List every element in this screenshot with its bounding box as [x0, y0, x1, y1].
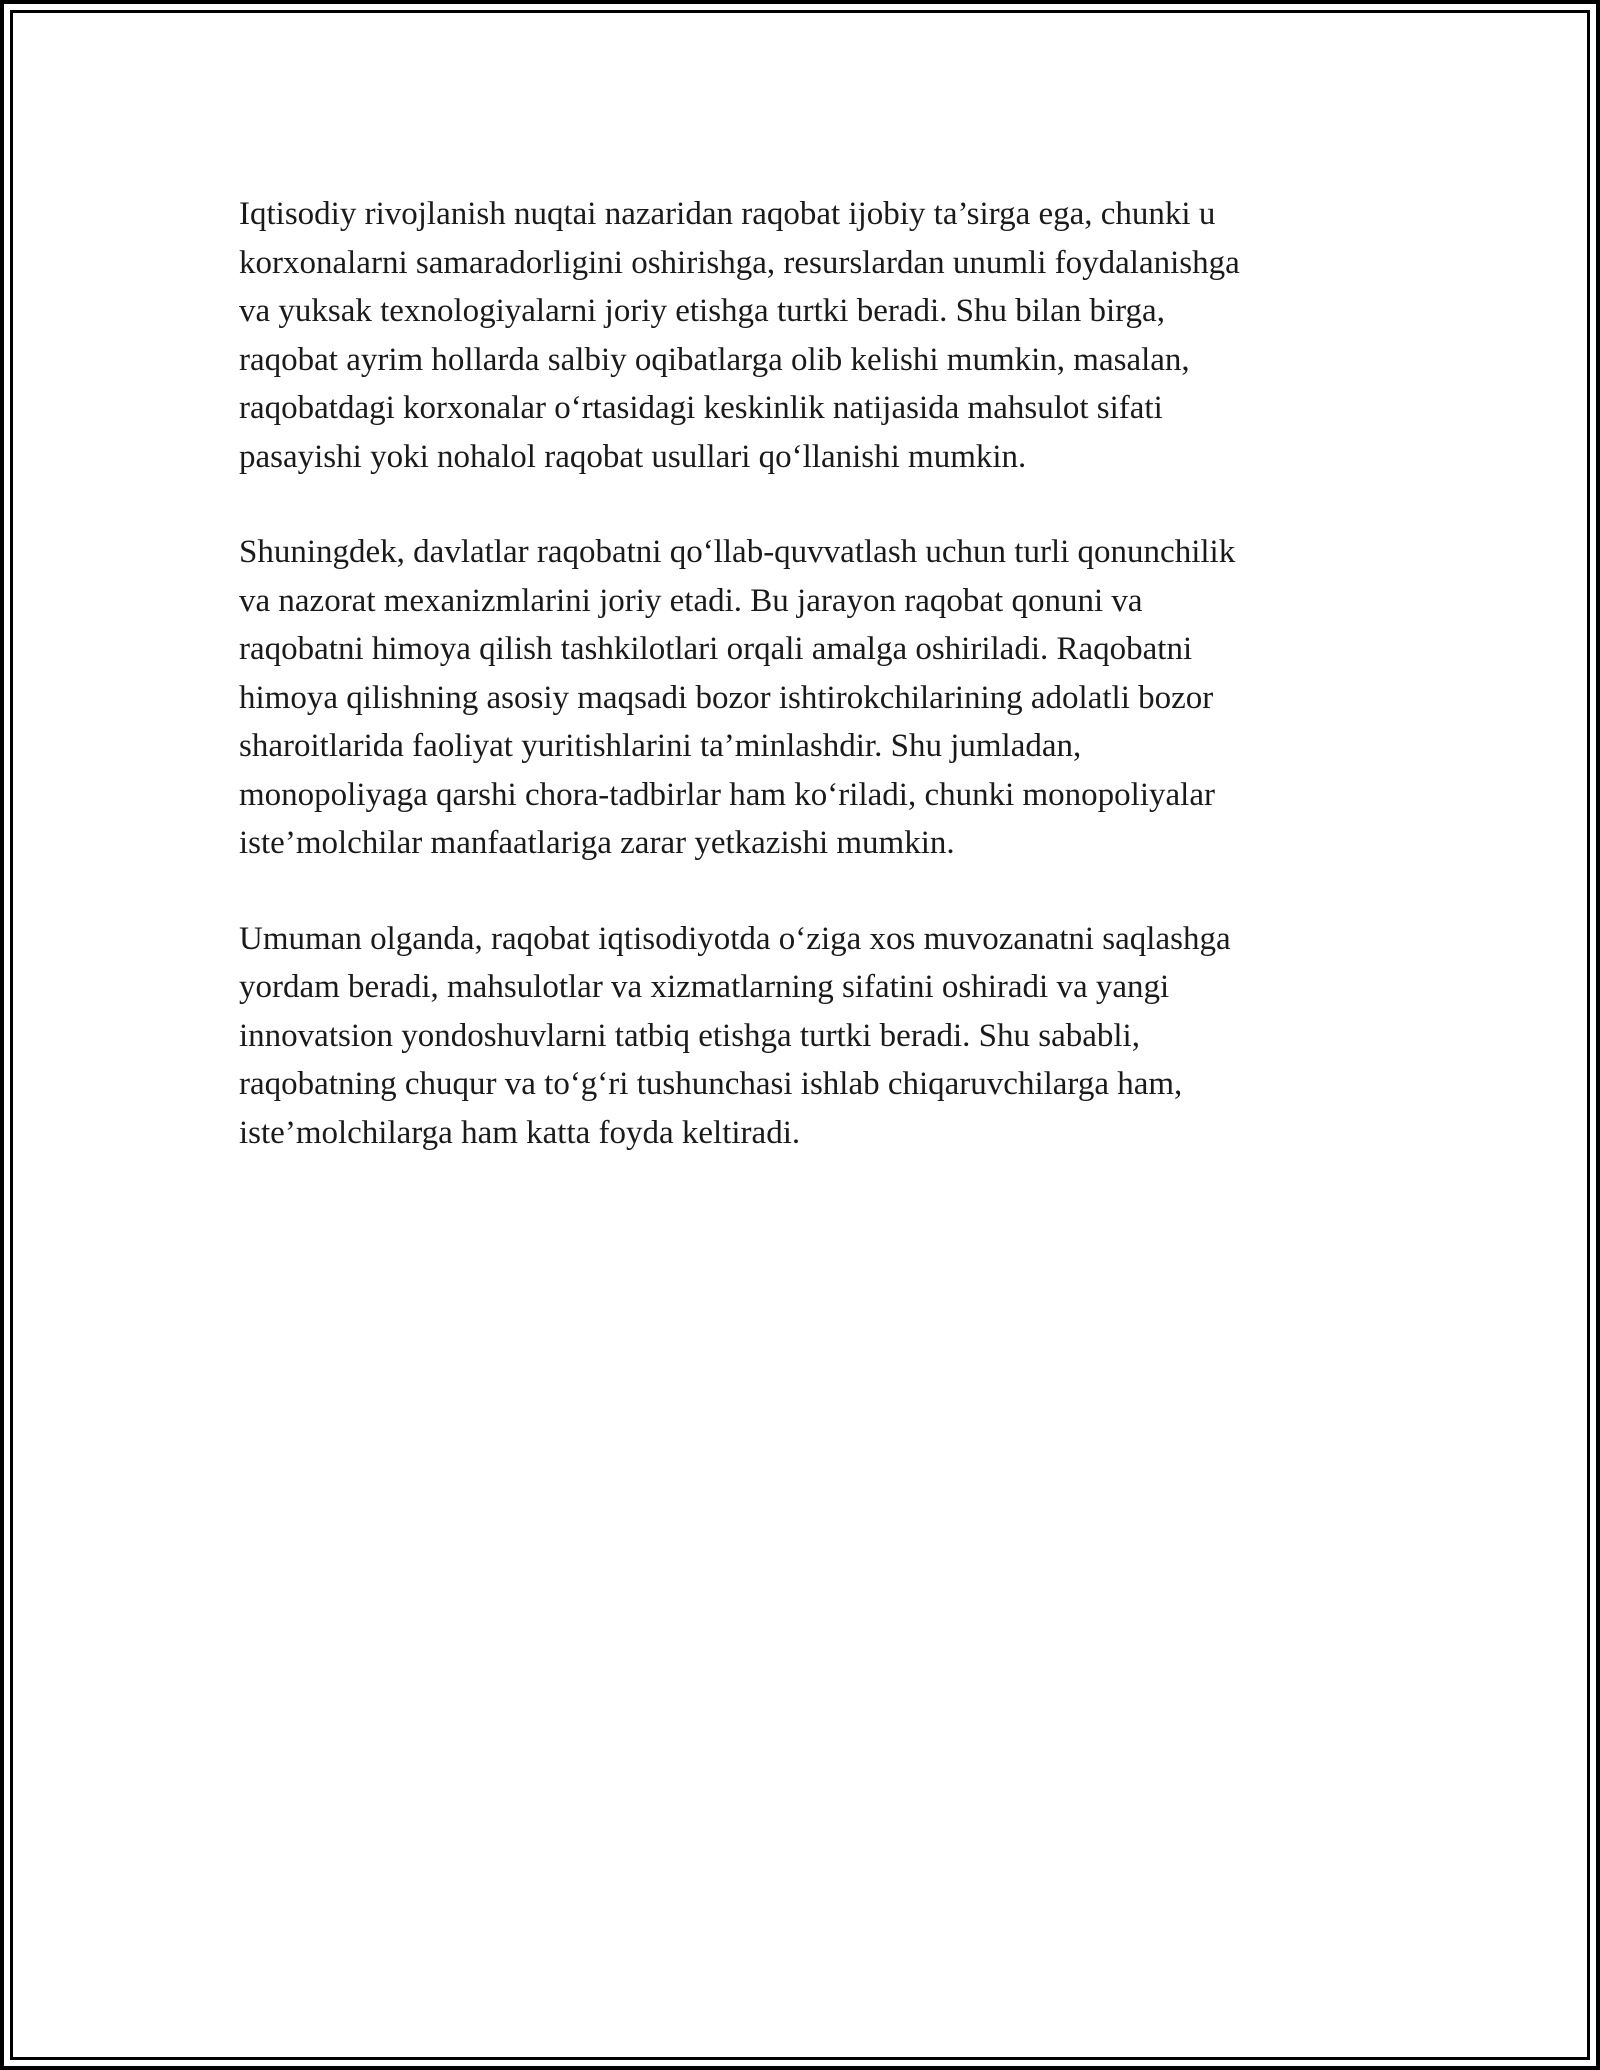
- text-line: pasayishi yoki nohalol raqobat usullari qo‘llanishi mumkin.: [239, 438, 1027, 475]
- text-line: Shuningdek, davlatlar raqobatni qo‘llab-quvvatlash uchun turli qonunchilik: [239, 534, 1236, 570]
- paragraph-1: [239, 190, 1359, 481]
- text-line: innovatsion yondoshuvlarni tatbiq etishga turtki beradi. Shu sababli,: [239, 1017, 1140, 1054]
- text-line: raqobat ayrim hollarda salbiy oqibatlarga olib kelishi mumkin, masalan,: [239, 341, 1190, 378]
- text-line: sharoitlarida faoliyat yuritishlarini ta’minlashdir. Shu jumladan,: [239, 728, 1082, 764]
- text-line: va yuksak texnologiyalarni joriy etishga turtki beradi. Shu bilan birga,: [239, 293, 1165, 329]
- text-line: himoya qilishning asosiy maqsadi bozor ishtirokchilarining adolatli bozor: [239, 679, 1214, 716]
- text-line: iste’molchilarga ham katta foyda keltiradi.: [239, 1114, 801, 1151]
- text-line: yordam beradi, mahsulotlar va xizmatlarning sifatini oshiradi va yangi: [239, 969, 1170, 1005]
- paragraph-2: [239, 528, 1359, 868]
- document-body: [239, 190, 1359, 1204]
- text-line: raqobatning chuqur va to‘g‘ri tushunchasi ishlab chiqaruvchilarga ham,: [239, 1066, 1183, 1102]
- text-line: va nazorat mexanizmlarini joriy etadi. Bu jarayon raqobat qonuni va: [239, 582, 1143, 619]
- text-line: raqobatdagi korxonalar o‘rtasidagi keskinlik natijasida mahsulot sifati: [239, 390, 1163, 426]
- text-line: monopoliyaga qarshi chora-tadbirlar ham ko‘riladi, chunki monopoliyalar: [239, 776, 1215, 813]
- paragraph-3: [239, 915, 1359, 1158]
- text-line: Iqtisodiy rivojlanish nuqtai nazaridan raqobat ijobiy ta’sirga ega, chunki u: [239, 196, 1216, 232]
- text-line: Umuman olganda, raqobat iqtisodiyotda o‘ziga xos muvozanatni saqlashga: [239, 920, 1231, 957]
- text-line: raqobatni himoya qilish tashkilotlari orqali amalga oshiriladi. Raqobatni: [239, 631, 1193, 667]
- text-line: korxonalarni samaradorligini oshirishga, resurslardan unumli foydalanishga: [239, 244, 1240, 281]
- text-line: iste’molchilar manfaatlariga zarar yetkazishi mumkin.: [239, 825, 955, 861]
